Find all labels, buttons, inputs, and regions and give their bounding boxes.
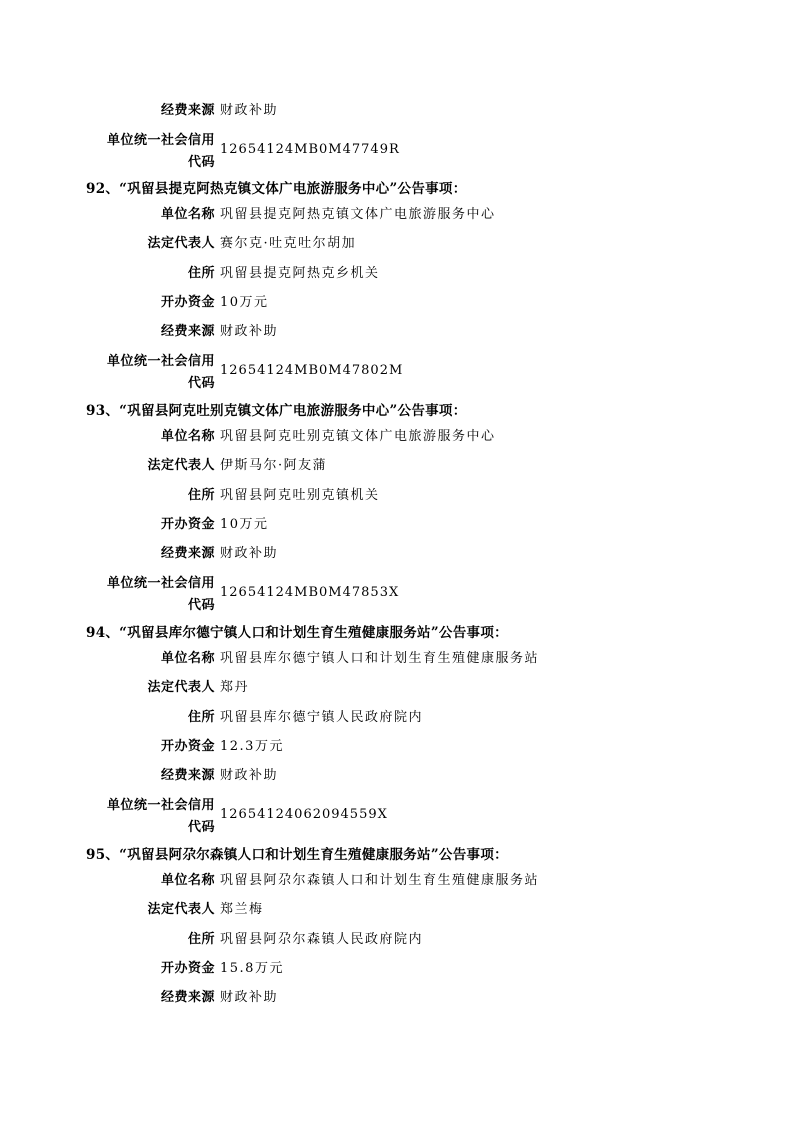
entry-addr-row [0,930,793,950]
field-label: 法定代表人 [147,236,215,251]
field-label: 法定代表人 [147,680,215,695]
field-label: 住所 [187,266,215,281]
field-label: 开办资金 [160,961,215,976]
field-label: 单位名称 [160,651,215,666]
field-value: 赛尔克·吐克吐尔胡加 [220,236,357,251]
field-label: 经费来源 [160,324,215,339]
entry-rep-row [0,234,793,254]
entry-code-row [0,351,793,391]
entry-heading: 95、“巩留县阿尕尔森镇人口和计划生育生殖健康服务站”公告事项： [86,847,508,863]
field-value: 巩留县提克阿热克乡机关 [220,266,380,281]
field-value: 财政补助 [220,990,279,1005]
entry-name-row [0,427,793,447]
field-value: 12654124MB0M47853X [220,585,400,600]
field-value: 12.3万元 [220,739,284,754]
field-label: 单位统一社会信用 代码 [106,576,215,613]
entry-addr-row [0,264,793,284]
field-label: 开办资金 [160,739,215,754]
top-funding-row [0,101,793,121]
field-label: 法定代表人 [147,458,215,473]
field-value: 巩留县提克阿热克镇文体广电旅游服务中心 [220,207,496,222]
field-value: 财政补助 [220,768,279,783]
field-label: 住所 [187,488,215,503]
field-label: 单位名称 [160,207,215,222]
field-label: 住所 [187,932,215,947]
entry-name-row [0,205,793,225]
entry-rep-row [0,678,793,698]
field-label: 单位名称 [160,429,215,444]
field-value: 财政补助 [220,324,279,339]
field-value: 郑丹 [220,680,250,695]
entry-code-row [0,573,793,613]
field-value: 巩留县阿尕尔森镇人民政府院内 [220,932,424,947]
entry-funding-row [0,988,793,1008]
entry-capital-row [0,737,793,757]
field-label: 开办资金 [160,295,215,310]
field-value: 郑兰梅 [220,902,264,917]
field-value: 15.8万元 [220,961,284,976]
entry-heading: 92、“巩留县提克阿热克镇文体广电旅游服务中心”公告事项： [86,181,467,197]
field-value: 巩留县库尔德宁镇人民政府院内 [220,710,424,725]
field-value: 巩留县库尔德宁镇人口和计划生育生殖健康服务站 [220,651,540,666]
field-label: 开办资金 [160,517,215,532]
field-value: 巩留县阿克吐别克镇机关 [220,488,380,503]
entry-code-row [0,795,793,835]
entry-capital-row [0,959,793,979]
entry-funding-row [0,766,793,786]
field-value: 10万元 [220,295,269,310]
field-value: 12654124MB0M47749R [220,142,400,157]
entry-capital-row [0,515,793,535]
entry-heading: 94、“巩留县库尔德宁镇人口和计划生育生殖健康服务站”公告事项： [86,625,508,641]
entry-rep-row [0,900,793,920]
field-label: 经费来源 [160,990,215,1005]
entry-addr-row [0,708,793,728]
field-value: 巩留县阿尕尔森镇人口和计划生育生殖健康服务站 [220,873,540,888]
field-value: 12654124062094559X [220,807,388,822]
entry-funding-row [0,322,793,342]
field-label: 单位统一社会信用 代码 [106,798,215,835]
entry-name-row [0,871,793,891]
entry-funding-row [0,544,793,564]
entry-heading: 93、“巩留县阿克吐别克镇文体广电旅游服务中心”公告事项： [86,403,467,419]
field-value: 财政补助 [220,546,279,561]
field-label: 经费来源 [160,103,215,118]
entry-name-row [0,649,793,669]
field-label: 单位统一社会信用 代码 [106,354,215,391]
field-label: 经费来源 [160,768,215,783]
top-code-row [0,130,793,170]
field-label: 单位名称 [160,873,215,888]
field-value: 伊斯马尔·阿友蒲 [220,458,328,473]
field-value: 12654124MB0M47802M [220,363,404,378]
field-value: 财政补助 [220,103,279,118]
field-label: 单位统一社会信用 代码 [106,133,215,170]
entry-rep-row [0,456,793,476]
entry-capital-row [0,293,793,313]
field-label: 住所 [187,710,215,725]
field-label: 经费来源 [160,546,215,561]
entry-addr-row [0,486,793,506]
field-value: 巩留县阿克吐别克镇文体广电旅游服务中心 [220,429,496,444]
field-label: 法定代表人 [147,902,215,917]
field-value: 10万元 [220,517,269,532]
